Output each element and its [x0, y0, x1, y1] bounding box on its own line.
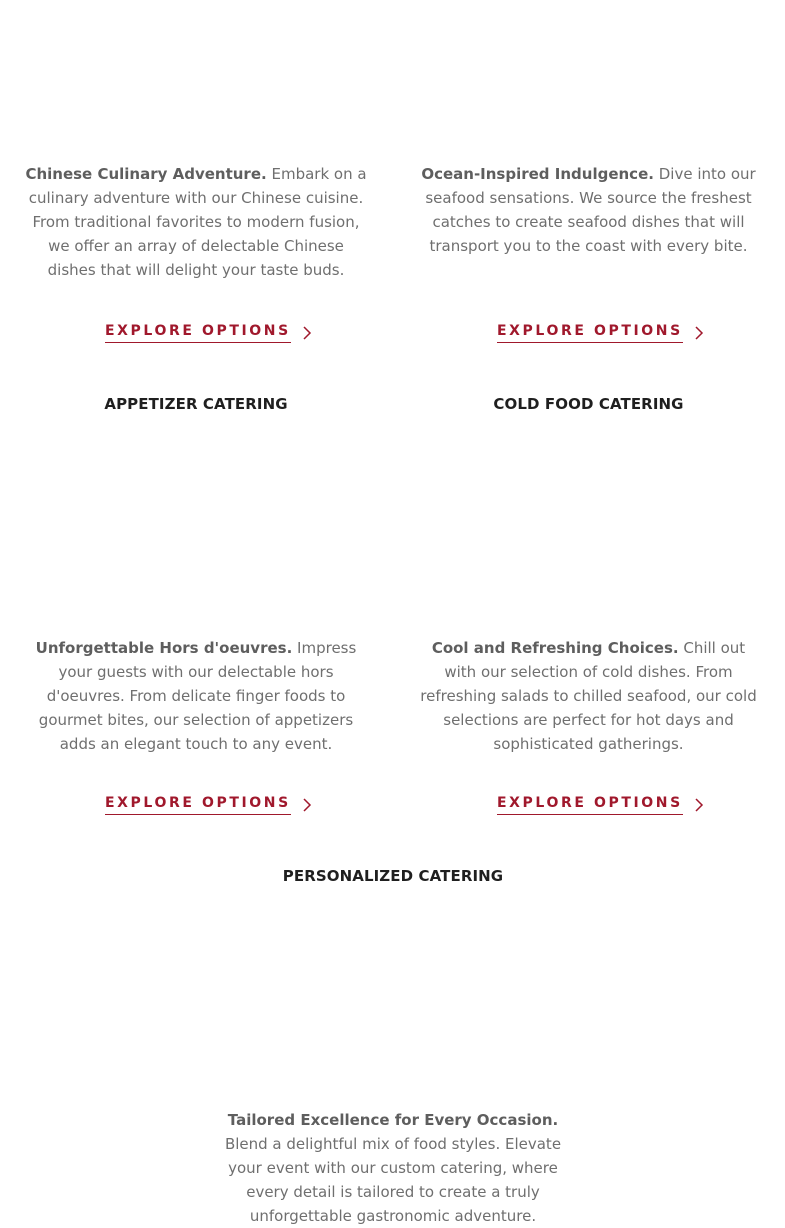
- explore-options-button[interactable]: [105, 322, 311, 343]
- card-desc-text: Blend a delightful mix of food styles. Elevate your event with our custom catering, where every detail is tailored to create a truly unforgettable gastronomic adventure.: [224, 1135, 562, 1225]
- card-description: [22, 162, 370, 282]
- card-description: [418, 636, 759, 756]
- card-description: [222, 1108, 564, 1228]
- explore-options-button[interactable]: [497, 322, 703, 343]
- card-desc-text: Chill out with our selection of cold dishes. From refreshing salads to chilled seafood, our cold selections are perfect for hot days and sophisticated gatherings.: [420, 639, 757, 753]
- card-title: APPETIZER CATERING: [104, 395, 288, 413]
- card-title: PERSONALIZED CATERING: [282, 867, 504, 885]
- card-description: [420, 162, 757, 258]
- catering-card-chinese: [22, 162, 370, 282]
- chevron-right-icon: [695, 798, 703, 812]
- card-lead: Unforgettable Hors d'oeuvres.: [35, 639, 293, 657]
- explore-options-label: EXPLORE OPTIONS: [497, 322, 683, 343]
- card-desc-text: Dive into our seafood sensations. We source the freshest catches to create seafood dishes that will transport you to the coast with every bite.: [425, 165, 756, 255]
- card-description: [22, 636, 370, 756]
- catering-card-personalized: [222, 866, 564, 1228]
- card-desc-text: Embark on a culinary adventure with our Chinese cuisine. From traditional favorites to modern fusion, we offer an array of delectable Chinese dishes that will delight your taste buds.: [28, 165, 367, 279]
- card-lead: Chinese Culinary Adventure.: [25, 165, 267, 183]
- explore-options-button[interactable]: [105, 794, 311, 815]
- explore-options-button[interactable]: [497, 794, 703, 815]
- explore-options-label: EXPLORE OPTIONS: [105, 794, 291, 815]
- explore-options-label: EXPLORE OPTIONS: [105, 322, 291, 343]
- card-lead: Ocean-Inspired Indulgence.: [421, 165, 654, 183]
- chevron-right-icon: [695, 326, 703, 340]
- chevron-right-icon: [303, 326, 311, 340]
- card-lead: Tailored Excellence for Every Occasion.: [227, 1111, 559, 1129]
- catering-card-appetizer: [22, 394, 370, 756]
- card-desc-text: Impress your guests with our delectable hors d'oeuvres. From delicate finger foods to gourmet bites, our selection of appetizers adds an elegant touch to any event.: [38, 639, 357, 753]
- catering-card-cold-food: [418, 394, 759, 756]
- chevron-right-icon: [303, 798, 311, 812]
- card-title: COLD FOOD CATERING: [493, 395, 684, 413]
- card-lead: Cool and Refreshing Choices.: [431, 639, 679, 657]
- explore-options-label: EXPLORE OPTIONS: [497, 794, 683, 815]
- catering-card-seafood: [420, 162, 757, 258]
